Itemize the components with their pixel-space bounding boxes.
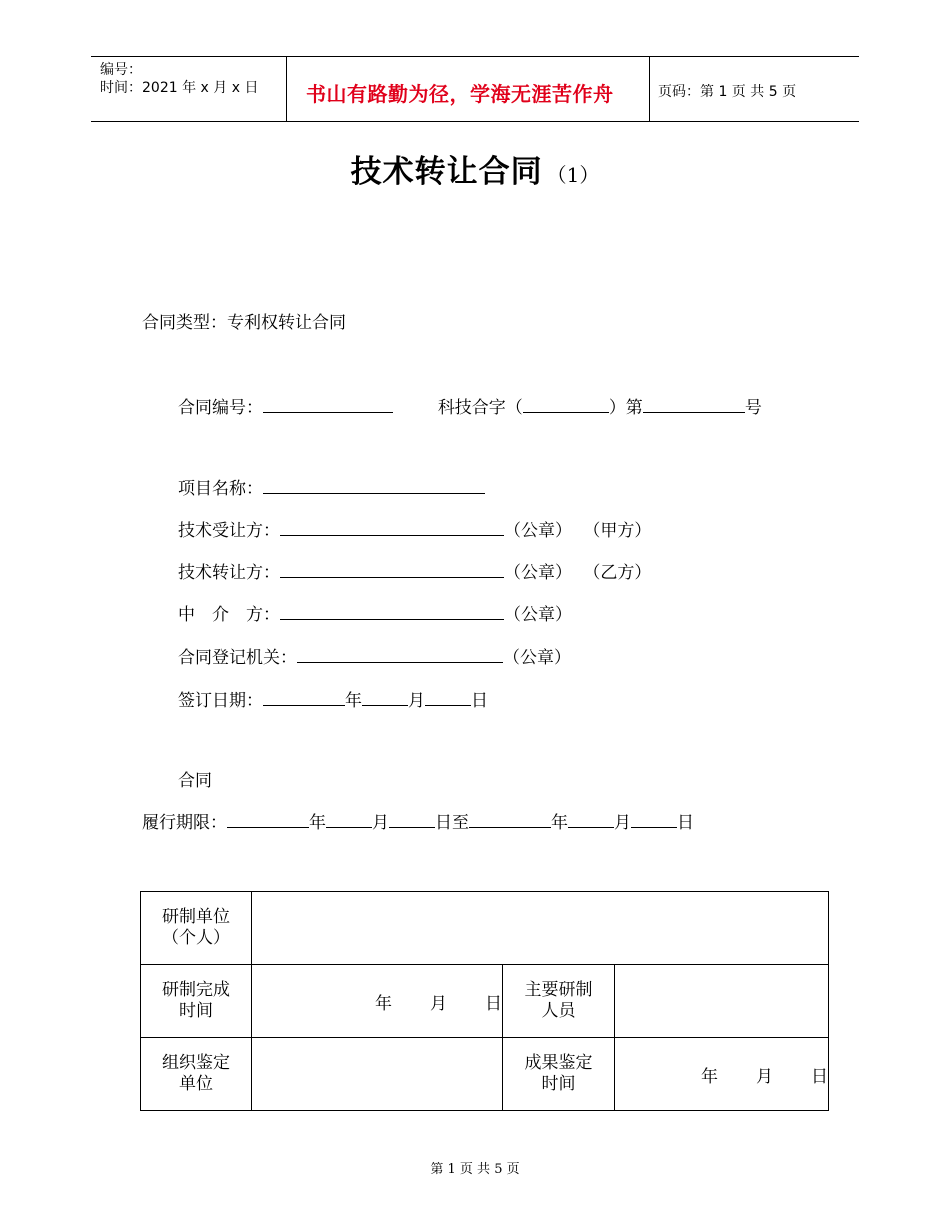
term-end-year-unit: 年: [551, 813, 568, 833]
registry-seal: （公章）: [503, 648, 571, 668]
appraisal-year-unit: 年: [701, 1066, 719, 1087]
term-label: 履行期限：: [142, 813, 227, 833]
completion-time-label-line1: 研制完成: [162, 980, 230, 1000]
appraisal-unit-cell[interactable]: [252, 1038, 503, 1111]
header-divider-right: [649, 56, 650, 122]
appraisal-time-label-line2: 时间: [541, 1074, 576, 1094]
term-start-day-unit: 日至: [435, 813, 469, 833]
completion-time-label: [141, 965, 252, 1038]
term-end-month-unit: 月: [614, 813, 631, 833]
contract-number-blank[interactable]: [263, 394, 393, 413]
appraisal-unit-label-line1: 组织鉴定: [162, 1053, 230, 1073]
transferee-label: 技术受让方：: [178, 521, 280, 541]
header-top-rule: [91, 56, 859, 57]
contract-type: 合同类型：专利权转让合同: [142, 313, 346, 333]
header-time-label: 时间：2021 年 x 月 x 日: [100, 80, 259, 96]
main-researchers-cell[interactable]: [615, 965, 829, 1038]
contract-number-seq-blank[interactable]: [643, 394, 745, 413]
research-unit-cell[interactable]: [252, 892, 829, 965]
header-number-label: 编号：: [100, 62, 142, 78]
contract-number-suffix: 号: [744, 398, 762, 418]
appraisal-month-unit: 月: [756, 1066, 774, 1087]
term-row: [142, 808, 694, 833]
contract-number-prefix: 科技合字（: [437, 398, 523, 418]
term-end-day-blank[interactable]: [631, 809, 677, 828]
contract-number-middle: ）第: [608, 398, 643, 418]
project-name-row: [178, 474, 485, 499]
title-text: 技术转让合同: [350, 154, 543, 190]
header-motto: 书山有路勤为径，学海无涯苦作舟: [306, 82, 614, 106]
table-row: [141, 892, 829, 965]
transferee-row: [178, 516, 651, 541]
sign-day-blank[interactable]: [425, 687, 471, 706]
completion-time-label-line2: 时间: [179, 1001, 213, 1021]
appraisal-time-cell[interactable]: [615, 1038, 829, 1111]
sign-date-row: [178, 686, 488, 711]
transferor-row: [178, 558, 651, 583]
term-start-day-blank[interactable]: [389, 809, 435, 828]
party-a-label: （甲方）: [583, 521, 652, 541]
term-start-month-unit: 月: [372, 813, 389, 833]
intermediary-seal: （公章）: [504, 605, 572, 625]
term-end-year-blank[interactable]: [469, 809, 551, 828]
document-title: [0, 146, 950, 191]
sign-date-label: 签订日期：: [178, 691, 263, 711]
contract-number-category-blank[interactable]: [523, 394, 609, 413]
sign-year-blank[interactable]: [263, 687, 345, 706]
main-researchers-label-line1: 主要研制: [524, 980, 593, 1000]
appraisal-time-label-line1: 成果鉴定: [524, 1053, 593, 1073]
term-start-year-blank[interactable]: [227, 809, 309, 828]
registry-row: [178, 643, 571, 668]
contract-number-row: [178, 393, 762, 418]
transferor-label: 技术转让方：: [178, 563, 280, 583]
appraisal-day-unit: 日: [811, 1066, 829, 1087]
term-line1: 合同: [178, 771, 212, 791]
project-name-blank[interactable]: [263, 475, 485, 494]
research-info-table: [140, 891, 829, 1111]
table-row: [141, 1038, 829, 1111]
sign-month-unit: 月: [408, 691, 425, 711]
intermediary-row: [178, 600, 572, 625]
transferee-blank[interactable]: [280, 517, 504, 536]
transferee-seal: （公章）: [504, 521, 572, 541]
registry-blank[interactable]: [297, 644, 503, 663]
transferor-seal: （公章）: [504, 563, 572, 583]
research-unit-label-line2: （个人）: [162, 928, 230, 948]
appraisal-unit-label-line2: 单位: [179, 1074, 213, 1094]
term-end-day-unit: 日: [677, 813, 694, 833]
sign-day-unit: 日: [471, 691, 488, 711]
research-unit-label-line1: 研制单位: [162, 907, 230, 927]
main-researchers-label: [503, 965, 615, 1038]
main-researchers-label-line2: 人员: [541, 1001, 576, 1021]
table-row: [141, 965, 829, 1038]
appraisal-unit-label: [141, 1038, 252, 1111]
header-divider-left: [286, 56, 287, 122]
completion-year-unit: 年: [375, 993, 392, 1014]
term-start-year-unit: 年: [309, 813, 326, 833]
party-b-label: （乙方）: [583, 563, 652, 583]
term-end-month-blank[interactable]: [568, 809, 614, 828]
appraisal-time-label: [503, 1038, 615, 1111]
sign-year-unit: 年: [345, 691, 362, 711]
term-start-month-blank[interactable]: [326, 809, 372, 828]
completion-month-unit: 月: [430, 993, 447, 1014]
registry-label: 合同登记机关：: [178, 648, 297, 668]
research-unit-label: [141, 892, 252, 965]
header-bottom-rule: [91, 121, 859, 122]
transferor-blank[interactable]: [280, 559, 504, 578]
header-page-label: 页码：第 1 页 共 5 页: [658, 84, 797, 100]
contract-number-label: 合同编号：: [178, 398, 263, 418]
completion-time-cell[interactable]: [252, 965, 503, 1038]
title-suffix: （1）: [546, 163, 600, 187]
intermediary-blank[interactable]: [280, 601, 504, 620]
page-footer: 第 1 页 共 5 页: [430, 1162, 520, 1177]
sign-month-blank[interactable]: [362, 687, 408, 706]
completion-day-unit: 日: [485, 993, 502, 1014]
project-name-label: 项目名称：: [178, 479, 263, 499]
intermediary-label: 中 介 方：: [178, 605, 280, 625]
